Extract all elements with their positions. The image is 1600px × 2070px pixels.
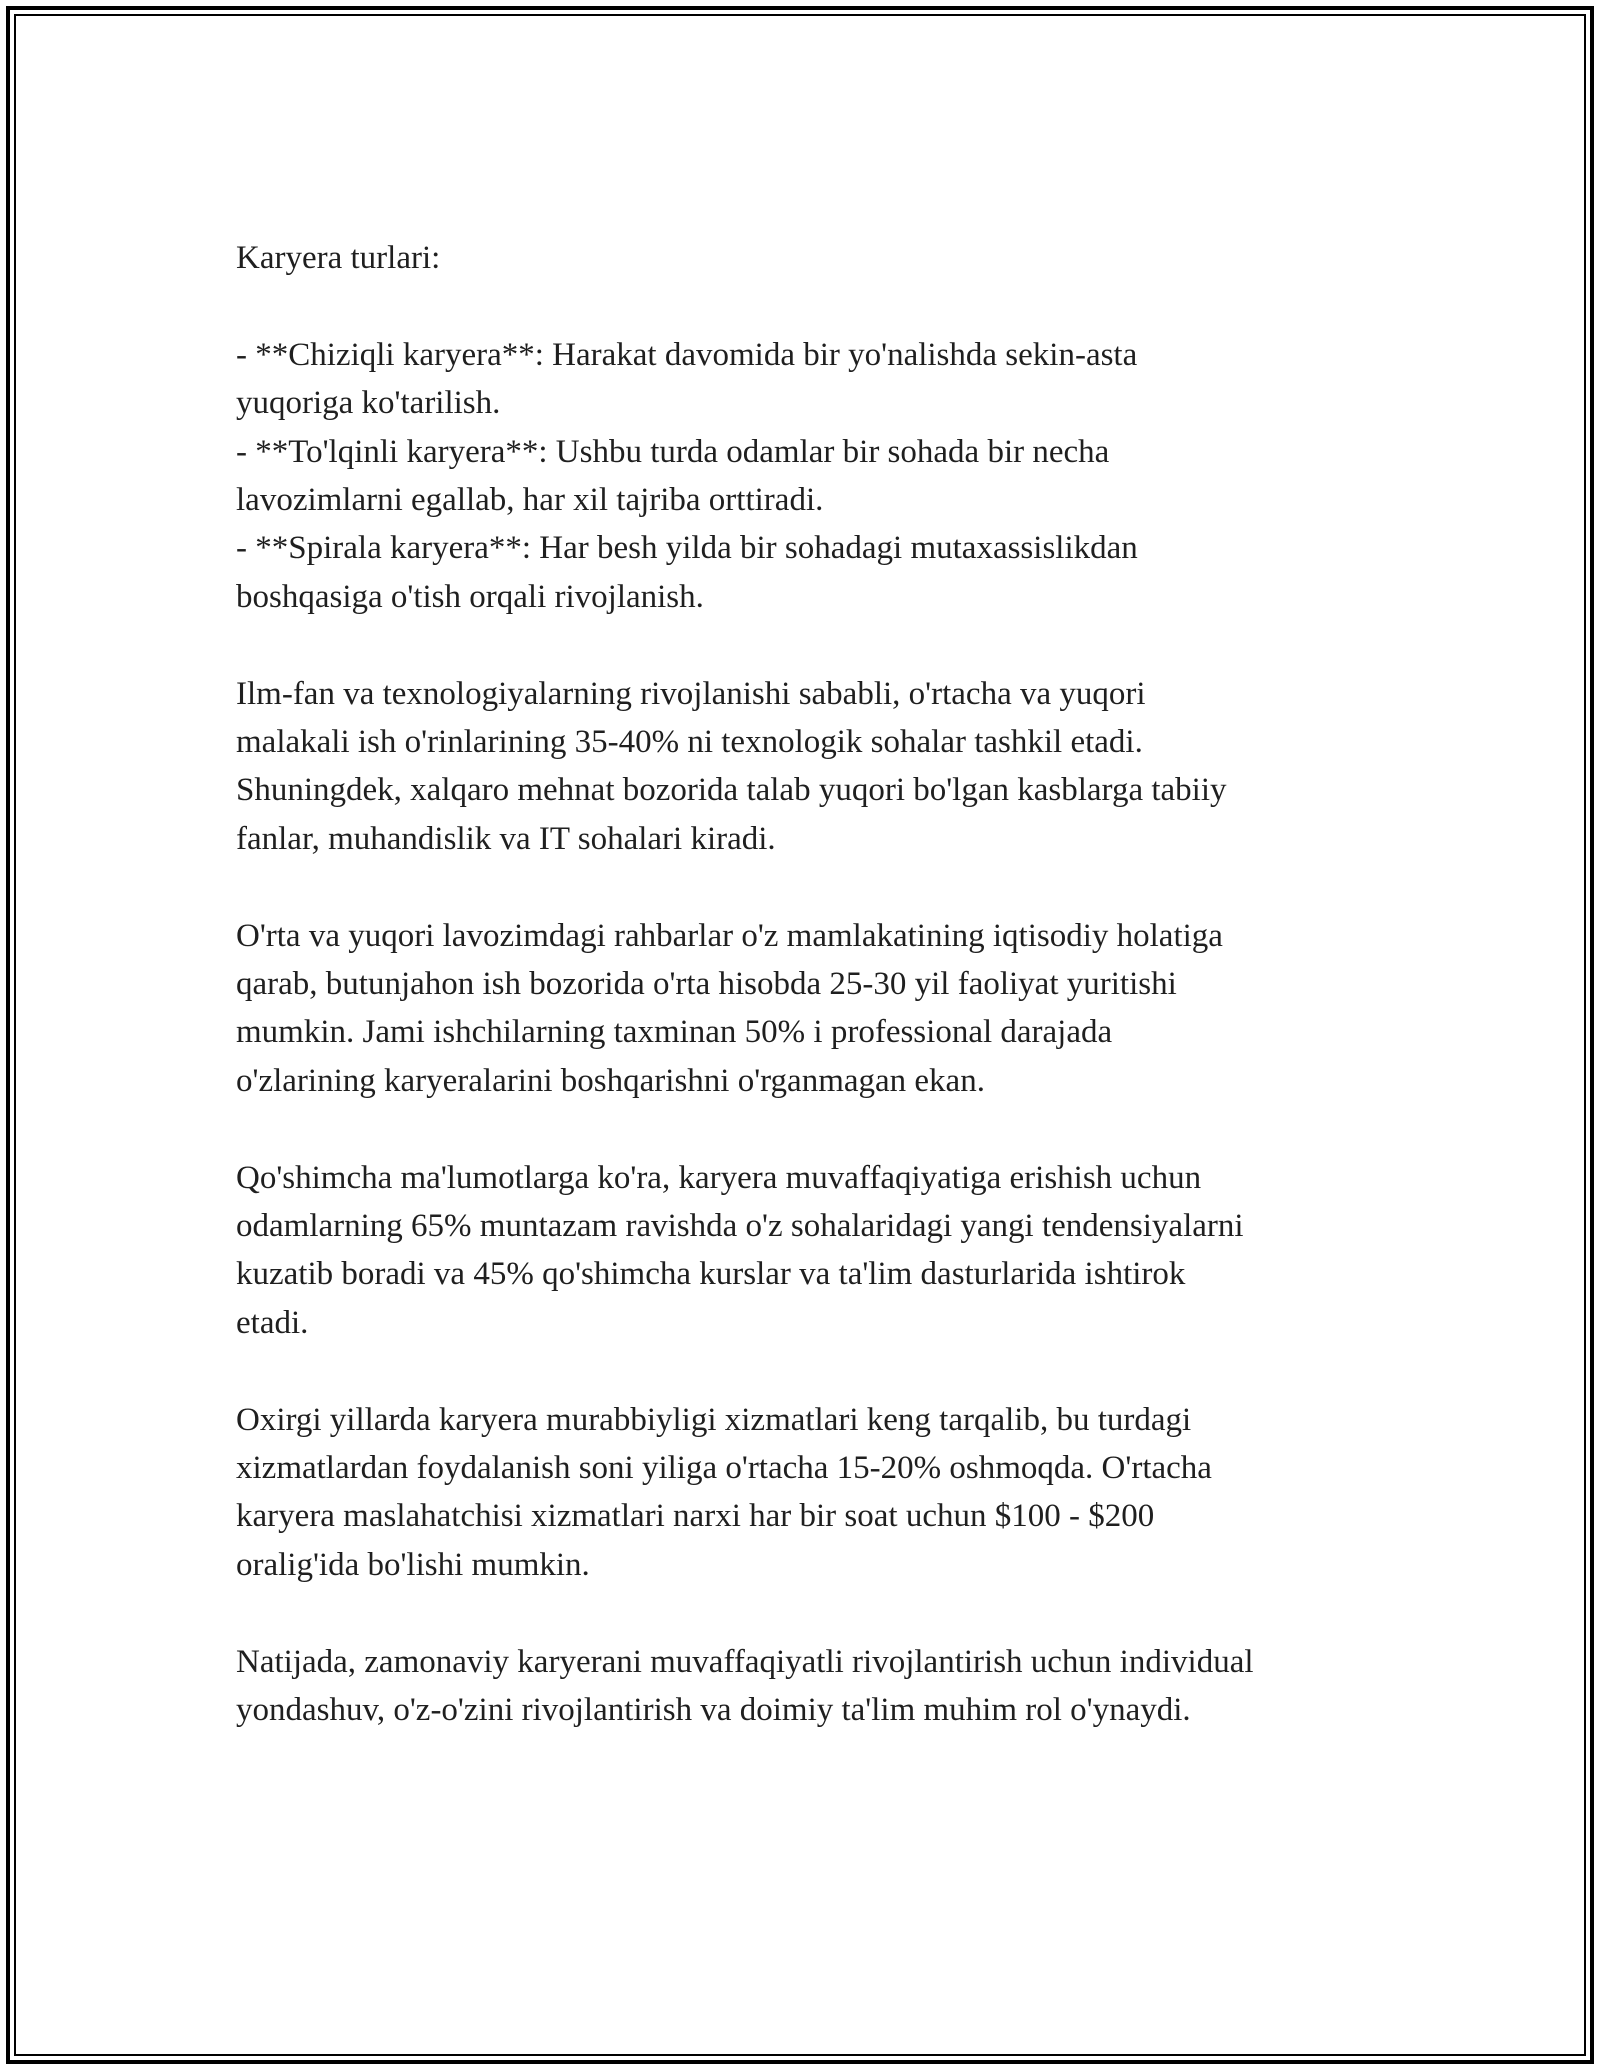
paragraph-line: Oxirgi yillarda karyera murabbiyligi xizmatlari keng tarqalib, bu turdagi xyxy=(236,1401,1192,1438)
paragraph-managers xyxy=(236,912,1416,1106)
paragraph-line: Qo'shimcha ma'lumotlarga ko'ra, karyera muvaffaqiyatiga erishish uchun xyxy=(236,1159,1202,1196)
list-line: yuqoriga ko'tarilish. xyxy=(236,385,501,422)
paragraph-line: mumkin. Jami ishchilarning taxminan 50% i professional darajada xyxy=(236,1014,1113,1051)
section-heading xyxy=(236,234,1416,282)
paragraph-line: yondashuv, o'z-o'zini rivojlantirish va doimiy ta'lim muhim rol o'ynaydi. xyxy=(236,1692,1191,1729)
list-line: - **Chiziqli karyera**: Harakat davomida bir yo'nalishda sekin-asta xyxy=(236,336,1138,373)
career-types-list xyxy=(236,331,1416,621)
list-line: boshqasiga o'tish orqali rivojlanish. xyxy=(236,578,704,615)
list-item-wave xyxy=(236,428,1416,525)
paragraph-coaching xyxy=(236,1396,1416,1590)
paragraph-line: xizmatlardan foydalanish soni yiliga o'rtacha 15-20% oshmoqda. O'rtacha xyxy=(236,1450,1212,1487)
paragraph-line: etadi. xyxy=(236,1304,309,1341)
paragraph-line: malakali ish o'rinlarining 35-40% ni texnologik sohalar tashkil etadi. xyxy=(236,724,1143,761)
list-line: lavozimlarni egallab, har xil tajriba orttiradi. xyxy=(236,482,824,519)
paragraph-line: odamlarning 65% muntazam ravishda o'z sohalaridagi yangi tendensiyalarni xyxy=(236,1208,1244,1245)
paragraph-line: o'zlarining karyeralarini boshqarishni o'rganmagan ekan. xyxy=(236,1062,985,1099)
list-line: - **Spirala karyera**: Har besh yilda bir sohadagi mutaxassislikdan xyxy=(236,530,1138,567)
paragraph-line: Natijada, zamonaviy karyerani muvaffaqiyatli rivojlantirish uchun individual xyxy=(236,1643,1254,1680)
list-item-linear xyxy=(236,331,1416,428)
paragraph-line: Shuningdek, xalqaro mehnat bozorida talab yuqori bo'lgan kasblarga tabiiy xyxy=(236,772,1227,809)
list-line: - **To'lqinli karyera**: Ushbu turda odamlar bir sohada bir necha xyxy=(236,433,1110,470)
list-item-spiral xyxy=(236,524,1416,621)
document-body xyxy=(236,234,1416,1735)
paragraph-tech-jobs xyxy=(236,670,1416,864)
paragraph-additional-info xyxy=(236,1154,1416,1348)
paragraph-line: fanlar, muhandislik va IT sohalari kiradi. xyxy=(236,820,776,857)
heading-text: Karyera turlari: xyxy=(236,240,441,276)
paragraph-line: Ilm-fan va texnologiyalarning rivojlanishi sababli, o'rtacha va yuqori xyxy=(236,675,1146,712)
paragraph-line: O'rta va yuqori lavozimdagi rahbarlar o'z mamlakatining iqtisodiy holatiga xyxy=(236,917,1223,954)
paragraph-line: kuzatib boradi va 45% qo'shimcha kurslar va ta'lim dasturlarida ishtirok xyxy=(236,1256,1186,1293)
paragraph-line: qarab, butunjahon ish bozorida o'rta hisobda 25-30 yil faoliyat yuritishi xyxy=(236,966,1177,1003)
paragraph-conclusion xyxy=(236,1638,1416,1735)
paragraph-line: oralig'ida bo'lishi mumkin. xyxy=(236,1546,590,1583)
paragraph-line: karyera maslahatchisi xizmatlari narxi har bir soat uchun $100 - $200 xyxy=(236,1498,1155,1535)
